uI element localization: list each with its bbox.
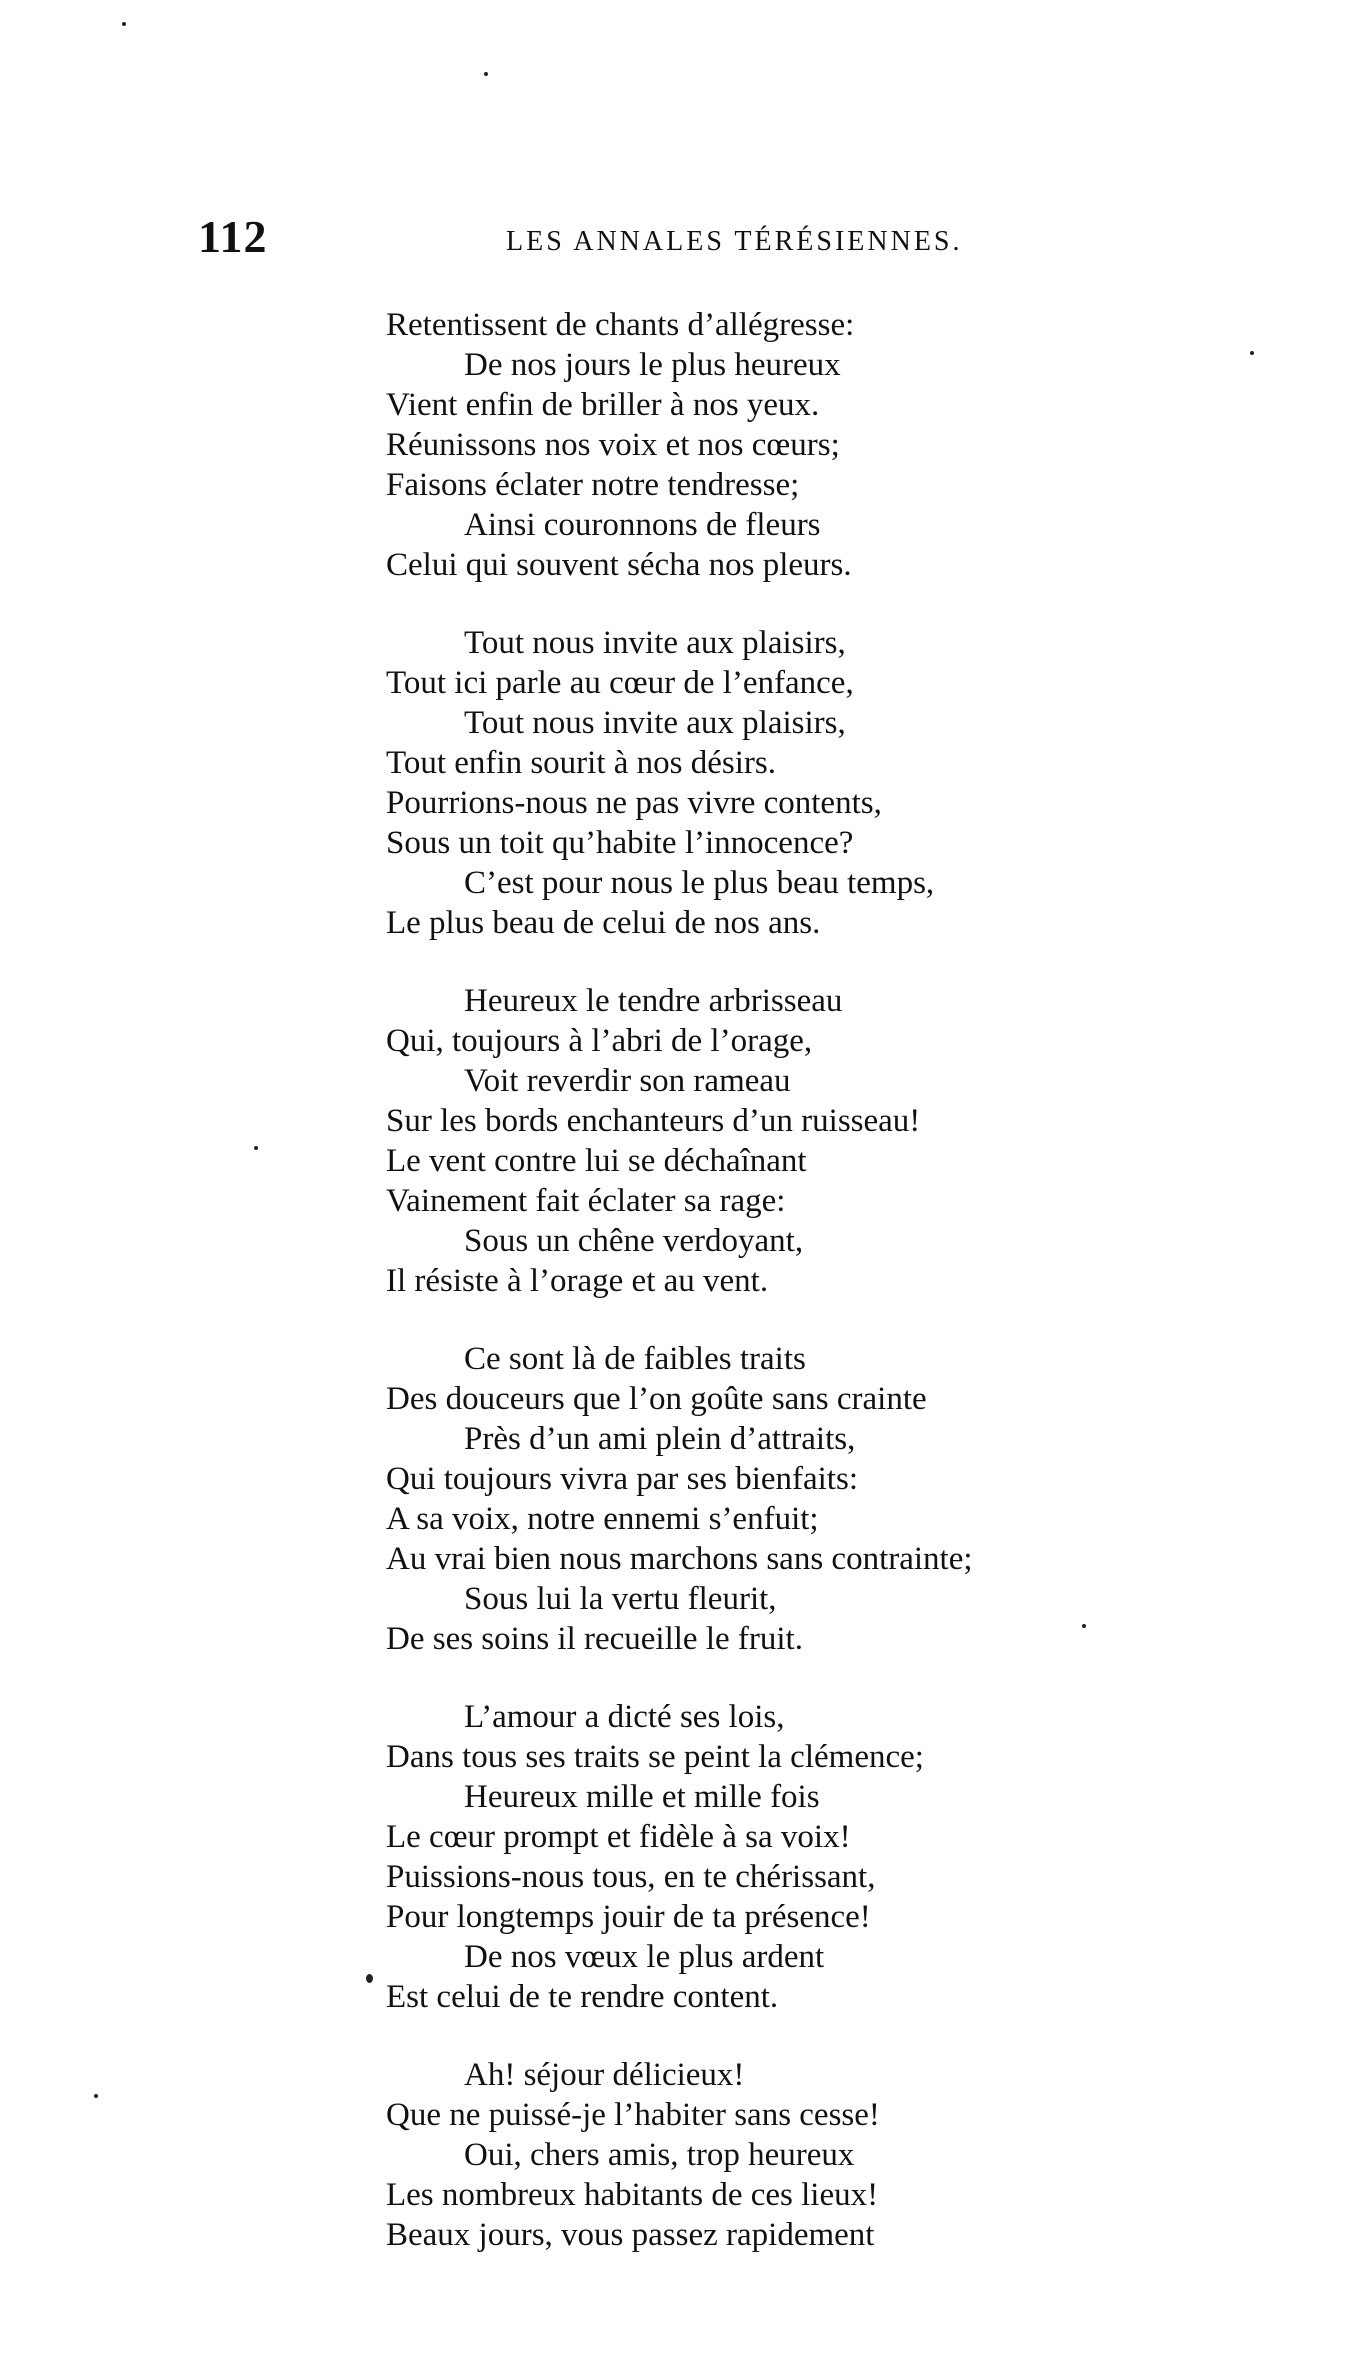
stanza — [386, 623, 1206, 943]
stanza — [386, 1339, 1206, 1659]
poem-line: Sous lui la vertu fleurit, — [464, 1581, 777, 1617]
poem-line: Beaux jours, vous passez rapidement — [386, 2217, 875, 2253]
stanza — [386, 305, 1206, 585]
print-speck — [366, 1974, 373, 1983]
poem-line: Réunissons nos voix et nos cœurs; — [386, 427, 840, 463]
poem-line: Qui toujours vivra par ses bienfaits: — [386, 1461, 858, 1497]
poem-line: Faisons éclater notre tendresse; — [386, 467, 800, 503]
poem-line: Que ne puissé-je l’habiter sans cesse! — [386, 2097, 880, 2133]
print-speck — [1082, 1624, 1086, 1628]
poem-line: A sa voix, notre ennemi s’enfuit; — [386, 1501, 819, 1537]
poem-line: Les nombreux habitants de ces lieux! — [386, 2177, 879, 2213]
poem-line: Pourrions-nous ne pas vivre contents, — [386, 785, 882, 821]
poem-line: Voit reverdir son rameau — [464, 1063, 791, 1099]
poem-line: Est celui de te rendre content. — [386, 1979, 779, 2015]
poem-body — [386, 305, 1206, 2255]
poem-line: L’amour a dicté ses lois, — [464, 1699, 785, 1735]
poem-line: Le plus beau de celui de nos ans. — [386, 905, 821, 941]
poem-line: Dans tous ses traits se peint la clémence; — [386, 1739, 924, 1775]
stanza — [386, 981, 1206, 1301]
page-number: 112 — [198, 211, 268, 262]
poem-line: Tout nous invite aux plaisirs, — [464, 625, 846, 661]
poem-line: Sur les bords enchanteurs d’un ruisseau! — [386, 1103, 921, 1139]
poem-line: Puissions-nous tous, en te chérissant, — [386, 1859, 876, 1895]
poem-line: Oui, chers amis, trop heureux — [464, 2137, 855, 2173]
poem-line: Il résiste à l’orage et au vent. — [386, 1263, 769, 1299]
print-speck — [254, 1146, 258, 1150]
poem-line: Sous un chêne verdoyant, — [464, 1223, 804, 1259]
poem-line: Au vrai bien nous marchons sans contrainte; — [386, 1541, 973, 1577]
poem-line: Près d’un ami plein d’attraits, — [464, 1421, 856, 1457]
poem-line: Celui qui souvent sécha nos pleurs. — [386, 547, 852, 583]
poem-line: Ce sont là de faibles traits — [464, 1341, 806, 1377]
poem-line: Heureux le tendre arbrisseau — [464, 983, 843, 1019]
poem-line: Qui, toujours à l’abri de l’orage, — [386, 1023, 813, 1059]
print-speck — [94, 2094, 98, 2098]
poem-line: De nos jours le plus heureux — [464, 347, 841, 383]
poem-line: Des douceurs que l’on goûte sans crainte — [386, 1381, 927, 1417]
stanza — [386, 2055, 1206, 2255]
poem-line: Ainsi couronnons de fleurs — [464, 507, 821, 543]
poem-line: Tout enfin sourit à nos désirs. — [386, 745, 776, 781]
poem-line: Vient enfin de briller à nos yeux. — [386, 387, 820, 423]
poem-line: C’est pour nous le plus beau temps, — [464, 865, 935, 901]
poem-line: Tout ici parle au cœur de l’enfance, — [386, 665, 854, 701]
poem-line: Sous un toit qu’habite l’innocence? — [386, 825, 854, 861]
print-speck — [1250, 351, 1254, 355]
poem-line: De ses soins il recueille le fruit. — [386, 1621, 803, 1657]
poem-line: Le vent contre lui se déchaînant — [386, 1143, 807, 1179]
page-header — [198, 211, 1058, 274]
poem-line: Le cœur prompt et fidèle à sa voix! — [386, 1819, 851, 1855]
poem-line: Heureux mille et mille fois — [464, 1779, 820, 1815]
stanza — [386, 1697, 1206, 2017]
poem-line: Retentissent de chants d’allégresse: — [386, 307, 855, 343]
poem-line: Tout nous invite aux plaisirs, — [464, 705, 846, 741]
poem-line: Ah! séjour délicieux! — [464, 2057, 745, 2093]
poem-line: Pour longtemps jouir de ta présence! — [386, 1899, 871, 1935]
poem-line: Vainement fait éclater sa rage: — [386, 1183, 786, 1219]
print-speck — [122, 22, 126, 26]
poem-line: De nos vœux le plus ardent — [464, 1939, 825, 1975]
print-speck — [484, 72, 488, 76]
running-title: LES ANNALES TÉRÉSIENNES. — [506, 226, 963, 257]
